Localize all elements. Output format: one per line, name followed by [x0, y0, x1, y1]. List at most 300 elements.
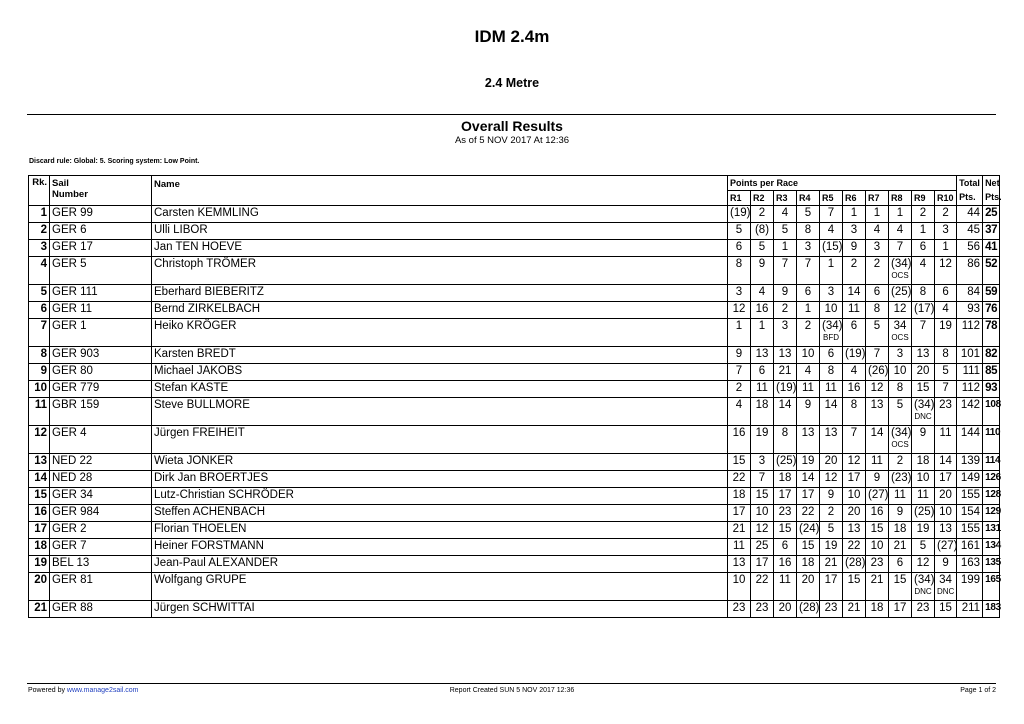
race-score: 16: [870, 506, 884, 518]
race-score: 21: [824, 557, 838, 569]
race-score: 1: [919, 224, 927, 236]
race-score-cell: [866, 257, 889, 285]
race-score-cell: [751, 556, 774, 573]
total-points-cell: 154: [957, 505, 983, 522]
header-divider: [27, 114, 996, 115]
race-score-cell: [866, 381, 889, 398]
race-score: 23: [916, 602, 930, 614]
sailor-name-cell: Stefan KASTE: [152, 381, 728, 398]
race-score: 20: [801, 574, 815, 586]
table-row: [29, 426, 1000, 454]
race-score: 7: [804, 258, 812, 270]
header-race-9: R9: [912, 191, 935, 206]
race-score-cell: [774, 257, 797, 285]
race-score: (34): [914, 574, 935, 586]
rank-cell: 17: [29, 522, 50, 539]
race-score: 3: [781, 320, 789, 332]
race-score: 12: [732, 303, 746, 315]
race-score: 17: [778, 489, 792, 501]
race-score-cell: [751, 505, 774, 522]
net-points-cell: 93: [983, 381, 1000, 398]
race-score: 11: [894, 489, 906, 501]
race-score: 2: [735, 382, 743, 394]
race-score: 7: [781, 258, 789, 270]
total-points-cell: 161: [957, 539, 983, 556]
race-score: (19): [845, 348, 866, 360]
race-score-cell: [751, 522, 774, 539]
race-score-cell: [912, 601, 935, 618]
net-points-cell: 126: [983, 471, 1000, 488]
race-score: 10: [939, 506, 952, 518]
race-score: 10: [824, 303, 838, 315]
race-score: 9: [896, 506, 904, 518]
race-score: (34): [914, 399, 935, 411]
race-score-cell: [935, 206, 957, 223]
net-points-cell: 37: [983, 223, 1000, 240]
race-score: (23): [891, 472, 912, 484]
race-score-cell: [889, 522, 912, 539]
race-score: 3: [942, 224, 949, 236]
race-score: 4: [873, 224, 881, 236]
race-score-cell: [728, 223, 751, 240]
race-score: 13: [755, 348, 769, 360]
sail-number-cell: GER 80: [50, 364, 152, 381]
race-score-cell: [866, 364, 889, 381]
race-score-cell: [935, 471, 957, 488]
race-score: 1: [873, 207, 881, 219]
race-score-cell: [866, 601, 889, 618]
table-row: [29, 488, 1000, 505]
race-score-cell: [935, 347, 957, 364]
race-score-cell: [797, 398, 820, 426]
race-score: 10: [870, 540, 884, 552]
rank-cell: 19: [29, 556, 50, 573]
race-score: 8: [850, 399, 858, 411]
race-score: 4: [942, 303, 949, 315]
race-score: 13: [870, 399, 884, 411]
net-points-cell: 78: [983, 319, 1000, 347]
race-score-cell: [866, 223, 889, 240]
total-points-cell: 84: [957, 285, 983, 302]
race-score: 11: [756, 382, 768, 394]
race-score: 13: [778, 348, 792, 360]
race-score: (34): [891, 427, 912, 439]
total-points-cell: 155: [957, 522, 983, 539]
total-points-cell: 139: [957, 454, 983, 471]
race-score-cell: [751, 471, 774, 488]
race-score: 12: [755, 523, 769, 535]
race-score-cell: [935, 539, 957, 556]
total-points-cell: 44: [957, 206, 983, 223]
race-score: (34): [891, 258, 912, 270]
race-score: 6: [735, 241, 743, 253]
race-score-cell: [889, 319, 912, 347]
race-score-cell: [866, 240, 889, 257]
header-race-2: R2: [751, 191, 774, 206]
header-name: Name: [152, 176, 728, 206]
race-score: 1: [758, 320, 766, 332]
race-score-cell: [728, 364, 751, 381]
header-total-line1: Total: [959, 178, 980, 188]
race-score-cell: [797, 539, 820, 556]
race-score: 17: [755, 557, 769, 569]
race-score: 2: [758, 207, 766, 219]
table-row: [29, 223, 1000, 240]
race-score: 23: [755, 602, 769, 614]
sail-number-cell: GER 7: [50, 539, 152, 556]
total-points-cell: 86: [957, 257, 983, 285]
race-score-cell: [797, 223, 820, 240]
race-score: 5: [804, 207, 812, 219]
race-score-cell: [728, 522, 751, 539]
race-score: 19: [939, 320, 952, 332]
sailor-name-cell: Florian THOELEN: [152, 522, 728, 539]
table-row: [29, 573, 1000, 601]
race-score: 7: [850, 427, 858, 439]
table-row: [29, 302, 1000, 319]
race-score-cell: [797, 471, 820, 488]
sail-number-cell: GER 984: [50, 505, 152, 522]
footer-divider: [27, 683, 996, 684]
sailor-name-cell: Ulli LIBOR: [152, 223, 728, 240]
race-score-cell: [843, 240, 866, 257]
rank-cell: 16: [29, 505, 50, 522]
total-points-cell: 101: [957, 347, 983, 364]
race-score: 20: [778, 602, 792, 614]
race-score-cell: [935, 302, 957, 319]
race-score: (19): [730, 207, 751, 219]
race-score-cell: [820, 488, 843, 505]
race-score-cell: [751, 454, 774, 471]
header-net-pts: [983, 176, 1000, 206]
race-score: 9: [804, 399, 812, 411]
race-score-cell: [797, 206, 820, 223]
race-score: 10: [893, 365, 907, 377]
race-score: 7: [942, 382, 949, 394]
race-score-cell: [797, 240, 820, 257]
race-score: 1: [850, 207, 858, 219]
race-score-cell: [774, 601, 797, 618]
footer-report-created: Report Created SUN 5 NOV 2017 12:36: [449, 687, 575, 694]
race-score: (15): [822, 241, 843, 253]
race-score: 13: [916, 348, 930, 360]
race-score: 10: [847, 489, 861, 501]
race-score-cell: [751, 573, 774, 601]
race-score-cell: [935, 601, 957, 618]
race-score-cell: [935, 381, 957, 398]
table-row: [29, 398, 1000, 426]
race-score: 18: [870, 602, 884, 614]
race-score-cell: [912, 206, 935, 223]
race-score: 5: [896, 399, 904, 411]
race-score-cell: [820, 522, 843, 539]
race-score-cell: [889, 488, 912, 505]
race-score-cell: [820, 454, 843, 471]
table-row: [29, 257, 1000, 285]
race-score-cell: [866, 206, 889, 223]
race-score-cell: [843, 257, 866, 285]
race-score-cell: [820, 302, 843, 319]
race-score-cell: [843, 522, 866, 539]
table-row: [29, 381, 1000, 398]
race-score-cell: [797, 381, 820, 398]
rank-cell: 20: [29, 573, 50, 601]
race-score-cell: [797, 319, 820, 347]
race-score: 3: [758, 455, 766, 467]
sail-number-cell: GER 111: [50, 285, 152, 302]
race-score-cell: [889, 223, 912, 240]
race-score-cell: [728, 539, 751, 556]
race-score-cell: [751, 398, 774, 426]
header-sail-number: [50, 176, 152, 206]
total-points-cell: 149: [957, 471, 983, 488]
race-score: 7: [827, 207, 835, 219]
race-score-cell: [866, 347, 889, 364]
race-score-cell: [889, 398, 912, 426]
race-score: 22: [801, 506, 815, 518]
race-score-cell: [889, 302, 912, 319]
sail-number-cell: GER 88: [50, 601, 152, 618]
race-score: 2: [873, 258, 881, 270]
race-score-cell: [774, 573, 797, 601]
race-score-cell: [889, 364, 912, 381]
race-score: 18: [801, 557, 815, 569]
race-score-cell: [935, 240, 957, 257]
race-score-cell: [751, 601, 774, 618]
race-score-cell: [774, 240, 797, 257]
race-score: 6: [873, 286, 881, 298]
table-row: [29, 319, 1000, 347]
total-points-cell: 112: [957, 381, 983, 398]
manage2sail-link[interactable]: www.manage2sail.com: [66, 687, 139, 694]
total-points-cell: 199: [957, 573, 983, 601]
race-score-cell: [843, 556, 866, 573]
race-score-cell: [774, 319, 797, 347]
sailor-name-cell: Heiner FORSTMANN: [152, 539, 728, 556]
net-points-cell: 41: [983, 240, 1000, 257]
race-score: 11: [825, 382, 837, 394]
race-score: 23: [939, 399, 952, 411]
race-score-cell: [843, 539, 866, 556]
race-score: 19: [916, 523, 930, 535]
race-score-cell: [866, 556, 889, 573]
race-score: 9: [919, 427, 927, 439]
header-race-5: R5: [820, 191, 843, 206]
race-score-cell: [728, 556, 751, 573]
race-score: (27): [868, 489, 889, 501]
sail-number-cell: GER 2: [50, 522, 152, 539]
race-score-cell: [820, 426, 843, 454]
race-score: 16: [732, 427, 746, 439]
race-score-cell: [889, 505, 912, 522]
sail-number-cell: GER 5: [50, 257, 152, 285]
sailor-name-cell: Carsten KEMMLING: [152, 206, 728, 223]
race-score: 5: [873, 320, 881, 332]
race-score-cell: [728, 398, 751, 426]
race-score-cell: [912, 573, 935, 601]
net-points-cell: 25: [983, 206, 1000, 223]
rank-cell: 21: [29, 601, 50, 618]
sail-number-cell: BEL 13: [50, 556, 152, 573]
race-score: 16: [755, 303, 769, 315]
race-score: 15: [778, 523, 792, 535]
race-score: 21: [847, 602, 861, 614]
race-score: (26): [868, 365, 889, 377]
race-score: 15: [847, 574, 861, 586]
race-score-cell: [935, 522, 957, 539]
race-score-cell: [866, 505, 889, 522]
race-score: 2: [850, 258, 858, 270]
race-score: 13: [732, 557, 746, 569]
race-score: 21: [732, 523, 746, 535]
race-score: 4: [827, 224, 835, 236]
penalty-code: DNC: [937, 587, 955, 596]
race-score: 13: [824, 427, 838, 439]
race-score: 22: [732, 472, 746, 484]
total-points-cell: 56: [957, 240, 983, 257]
race-score: 18: [732, 489, 746, 501]
race-score-cell: [912, 257, 935, 285]
sailor-name-cell: Bernd ZIRKELBACH: [152, 302, 728, 319]
race-score: 15: [916, 382, 930, 394]
sailor-name-cell: Steffen ACHENBACH: [152, 505, 728, 522]
race-score-cell: [820, 206, 843, 223]
race-score: 4: [804, 365, 812, 377]
race-score: 11: [871, 455, 883, 467]
table-row: [29, 522, 1000, 539]
race-score-cell: [912, 488, 935, 505]
race-score-cell: [797, 364, 820, 381]
sailor-name-cell: Eberhard BIEBERITZ: [152, 285, 728, 302]
race-score: 10: [916, 472, 930, 484]
race-score: 12: [847, 455, 861, 467]
race-score: 12: [824, 472, 838, 484]
race-score: 2: [804, 320, 812, 332]
race-score: 7: [873, 348, 881, 360]
race-score-cell: [935, 573, 957, 601]
rank-cell: 3: [29, 240, 50, 257]
race-score: 6: [781, 540, 789, 552]
table-row: [29, 556, 1000, 573]
race-score: 15: [870, 523, 884, 535]
race-score: 12: [916, 557, 930, 569]
header-total-pts: [957, 176, 983, 206]
race-score: 1: [735, 320, 743, 332]
race-score-cell: [797, 601, 820, 618]
race-score-cell: [843, 223, 866, 240]
race-score-cell: [866, 522, 889, 539]
race-score: 6: [804, 286, 812, 298]
race-score: 17: [824, 574, 838, 586]
sailor-name-cell: Heiko KRÖGER: [152, 319, 728, 347]
race-score-cell: [843, 398, 866, 426]
race-score-cell: [774, 488, 797, 505]
total-points-cell: 111: [957, 364, 983, 381]
race-score: 2: [919, 207, 927, 219]
sailor-name-cell: Jürgen FREIHEIT: [152, 426, 728, 454]
race-score-cell: [866, 539, 889, 556]
net-points-cell: 76: [983, 302, 1000, 319]
header-race-8: R8: [889, 191, 912, 206]
race-score-cell: [774, 381, 797, 398]
race-score: 8: [896, 382, 904, 394]
race-score: 15: [939, 602, 952, 614]
race-score-cell: [889, 257, 912, 285]
race-score-cell: [820, 471, 843, 488]
race-score-cell: [889, 601, 912, 618]
race-score: 14: [778, 399, 792, 411]
race-score-cell: [728, 257, 751, 285]
race-score-cell: [751, 223, 774, 240]
race-score-cell: [912, 381, 935, 398]
sail-number-cell: GER 1: [50, 319, 152, 347]
race-score-cell: [797, 505, 820, 522]
net-points-cell: 52: [983, 257, 1000, 285]
race-score: 8: [942, 348, 949, 360]
race-score: 5: [758, 241, 766, 253]
race-score: 3: [804, 241, 812, 253]
race-score: 18: [893, 523, 907, 535]
race-score: 8: [804, 224, 812, 236]
race-score-cell: [728, 206, 751, 223]
race-score: 22: [847, 540, 861, 552]
race-score-cell: [866, 398, 889, 426]
race-score: 6: [919, 241, 927, 253]
race-score-cell: [843, 505, 866, 522]
race-score-cell: [912, 539, 935, 556]
header-net-line2: Pts.: [985, 192, 1002, 202]
race-score: 12: [939, 258, 952, 270]
race-score: (25): [914, 506, 935, 518]
race-score: 19: [824, 540, 838, 552]
table-row: [29, 505, 1000, 522]
table-row: [29, 539, 1000, 556]
race-score-cell: [751, 381, 774, 398]
race-score-cell: [912, 302, 935, 319]
race-score: 5: [781, 224, 789, 236]
race-score-cell: [751, 240, 774, 257]
race-score-cell: [774, 302, 797, 319]
race-score-cell: [843, 454, 866, 471]
race-score-cell: [843, 471, 866, 488]
race-score-cell: [820, 505, 843, 522]
net-points-cell: 131: [983, 522, 1000, 539]
race-score: 9: [781, 286, 789, 298]
race-score-cell: [820, 285, 843, 302]
race-score-cell: [912, 471, 935, 488]
race-score: 2: [827, 506, 835, 518]
race-score: 10: [755, 506, 769, 518]
total-points-cell: 93: [957, 302, 983, 319]
sailor-name-cell: Steve BULLMORE: [152, 398, 728, 426]
table-row: [29, 364, 1000, 381]
total-points-cell: 163: [957, 556, 983, 573]
race-score: 16: [847, 382, 861, 394]
race-score: 11: [779, 574, 791, 586]
race-score-cell: [751, 257, 774, 285]
race-score: 6: [827, 348, 835, 360]
race-score-cell: [843, 601, 866, 618]
race-score-cell: [843, 206, 866, 223]
race-score: 17: [732, 506, 746, 518]
race-score: 34: [893, 320, 907, 332]
header-race-10: R10: [935, 191, 957, 206]
race-score-cell: [751, 488, 774, 505]
race-score: 12: [870, 382, 884, 394]
event-title: IDM 2.4m: [474, 27, 550, 46]
race-score-cell: [797, 285, 820, 302]
race-score-cell: [935, 398, 957, 426]
